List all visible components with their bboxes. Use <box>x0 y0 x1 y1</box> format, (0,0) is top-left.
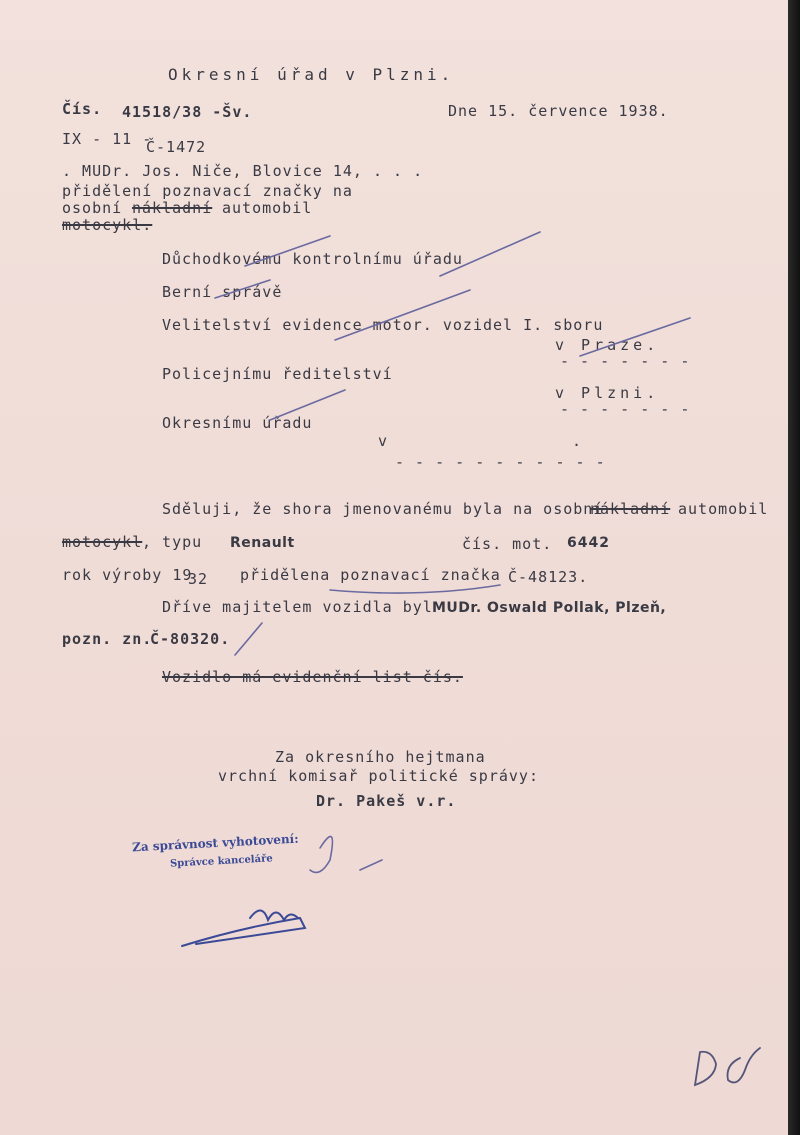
recipient-4: Policejnímu ředitelství <box>162 365 393 383</box>
signature-line1: Za okresního hejtmana <box>275 748 486 766</box>
recipient-5-dot: . <box>572 432 583 450</box>
subject-line4-struck: motocykl. <box>62 216 153 234</box>
previous-owner: MUDr. Oswald Pollak, Plzeň, <box>432 600 667 616</box>
pencil-tick-1 <box>245 236 330 266</box>
body-p6-struck: Vozidlo má evidenční list čís. <box>162 668 463 686</box>
recipient-3-place: v Praze. <box>555 336 660 354</box>
subject-line3-a: osobní <box>62 199 123 217</box>
pencil-tick-2 <box>440 232 540 276</box>
body-p2-struck: motocykl <box>62 533 143 551</box>
plate-underline <box>330 585 500 593</box>
ref-label: Čís. <box>62 100 103 118</box>
pencil-tick-4 <box>335 290 470 340</box>
engine-label: čís. mot. <box>462 535 553 553</box>
subject-line1: . MUDr. Jos. Niče, Blovice 14, . . . <box>62 162 424 180</box>
ref-handwritten: Č-1472 <box>146 138 207 156</box>
recipient-2: Berní správě <box>162 283 283 301</box>
pencil-tick-3 <box>215 280 270 298</box>
pencil-scribble <box>310 836 332 872</box>
engine-number: 6442 <box>567 535 610 551</box>
recipient-5: Okresnímu úřadu <box>162 414 313 432</box>
signature-line3: Dr. Pakeš v.r. <box>316 792 457 810</box>
pencil-tick-6 <box>270 390 345 420</box>
vehicle-make: Renault <box>230 535 295 551</box>
pencil-tick-5 <box>580 318 690 356</box>
body-p5: pozn. zn. <box>62 630 153 648</box>
document-date: Dne 15. července 1938. <box>448 102 669 120</box>
recipient-5-v: v <box>378 432 389 450</box>
recipient-5-dashes: - - - - - - - - - - - <box>395 453 606 471</box>
recipient-4-dashes: - - - - - - - <box>560 400 691 418</box>
body-p1-struck: nákladní <box>590 500 671 518</box>
ref-number: 41518/38 -Šv. <box>122 103 253 121</box>
pencil-scribble-2 <box>360 860 382 870</box>
recipient-3-dashes: - - - - - - - <box>560 352 691 370</box>
body-p4-a: Dříve majitelem vozidla byl <box>162 598 433 616</box>
body-p3-b: přidělena poznavací značka <box>240 566 501 584</box>
signature-line2: vrchní komisař politické správy: <box>218 767 539 785</box>
body-p1-a: Sděluji, že shora jmenovanému byla na osobní <box>162 500 604 518</box>
subject-line2: přidělení poznavací značky na <box>62 182 353 200</box>
previous-plate: Č-80320. <box>150 630 231 648</box>
corner-initials <box>695 1048 760 1085</box>
plate-number: Č-48123. <box>508 568 589 586</box>
subject-line3-b: automobil <box>222 199 313 217</box>
ref-line2: IX - 11 - <box>62 130 153 148</box>
handwritten-signature <box>182 910 305 946</box>
office-title: Okresní úřad v Plzni. <box>168 65 455 84</box>
verification-stamp-line2: Správce kanceláře <box>169 853 273 870</box>
subject-line3-struck: nákladní <box>132 199 213 217</box>
recipient-1: Důchodkovému kontrolnímu úřadu <box>162 250 463 268</box>
recipient-3: Velitelství evidence motor. vozidel I. sboru <box>162 316 604 334</box>
recipient-4-place: v Plzni. <box>555 384 660 402</box>
verification-stamp-line1: Za správnost vyhotovení: <box>131 831 299 855</box>
pencil-tick-7 <box>235 623 262 655</box>
body-p3-a: rok výroby 19 <box>62 566 193 584</box>
year-handwritten: 32 <box>188 570 209 588</box>
body-p2-a: , typu <box>142 533 203 551</box>
page-edge-shadow <box>788 0 800 1135</box>
body-p1-b: automobil <box>678 500 769 518</box>
